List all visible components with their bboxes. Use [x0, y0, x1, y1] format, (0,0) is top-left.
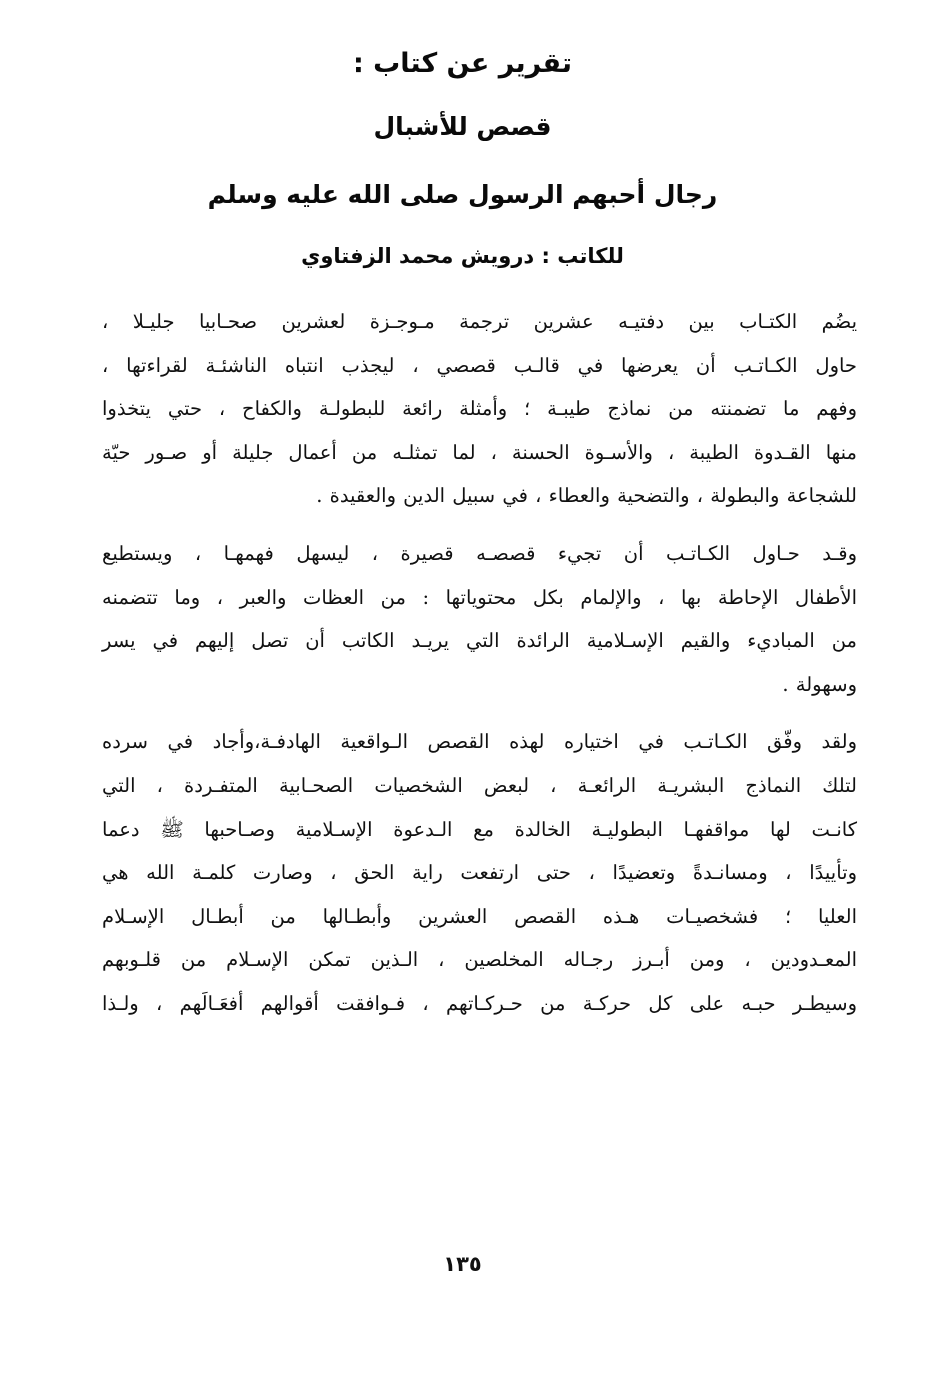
- paragraph-1: [102, 300, 857, 518]
- paragraph-line: العليا ؛ فشخصيـات هـذه القصص العشرين وأبطـالها من أبطـال الإسـلام: [102, 904, 857, 928]
- paragraph-line: كانـت لها مواقفهـا البطوليـة الخالدة مع الـدعوة الإسـلامية وصـاحبها ﷺ دعما: [102, 817, 857, 841]
- paragraph-line: لتلك النماذج البشريـة الرائعـة ، لبعض الشخصيات الصحـابية المتفـردة ، التي: [102, 773, 857, 797]
- paragraph-line: وقـد حـاول الكـاتـب أن تجيء قصصـه قصيرة ، ليسهل فهمهـا ، ويستطيع: [102, 541, 857, 565]
- series-heading: قصص للأشبال: [373, 112, 552, 141]
- paragraph-line: وفهم ما تضمنته من نماذج طيبـة ؛ وأمثلة رائعة للبطولـة والكفاح ، حتي يتخذوا: [102, 397, 857, 421]
- paragraph-line: وسهولة .: [782, 672, 857, 696]
- paragraph-line: حاول الكـاتـب أن يعرضها في قالـب قصصي ، ليجذب انتباه الناشئـة لقراءتها ،: [102, 353, 857, 377]
- paragraph-line: منها القـدوة الطيبة ، والأسـوة الحسنة ، لما تمثلـه من أعمال جليلة أو صـور حيّة: [102, 440, 857, 464]
- paragraph-line: المعـدودين ، ومن أبـرز رجـاله المخلصين ، الـذين تمكن الإسـلام من قلـوبهم: [102, 948, 857, 972]
- paragraph-3: [102, 720, 857, 1025]
- paragraph-2: [102, 532, 857, 706]
- book-title-heading: رجال أحبهم الرسول صلى الله عليه وسلم: [207, 180, 718, 209]
- report-body: [102, 300, 857, 1026]
- paragraph-line: ولقد وفّق الكـاتـب في اختياره لهذه القصص الـواقعية الهادفـة،وأجاد في سرده: [102, 730, 857, 754]
- paragraph-line: وتأييدًا ، ومسانـدةً وتعضيدًا ، حتى ارتفعت راية الحق ، وصارت كلمـة الله هي: [102, 861, 857, 885]
- paragraph-line: للشجاعة والبطولة ، والتضحية والعطاء ، في سبيل الدين والعقيدة .: [316, 484, 857, 508]
- paragraph-line: وسيطـر حبـه على كل حركـة من حـركـاتهم ، فـوافقت أقوالهم أفعَـالَهم ، ولـذا: [102, 991, 857, 1015]
- paragraph-line: من المباديء والقيم الإسـلامية الرائدة التي يريـد الكاتب أن تصل إليهم في يسر: [102, 629, 857, 653]
- page-number: ١٣٥: [443, 1252, 482, 1276]
- author-line: للكاتب : درويش محمد الزفتاوي: [301, 244, 624, 268]
- paragraph-line: الأطفال الإحاطة بها ، والإلمام بكل محتوياتها : من العظات والعبر ، وما تتضمنه: [102, 585, 857, 609]
- report-label-heading: تقرير عن كتاب :: [352, 48, 573, 79]
- paragraph-line: يضُم الكتـاب بين دفتيـه عشرين ترجمة مـوجـزة لعشرين صحـابيا جليـلا ،: [102, 310, 857, 333]
